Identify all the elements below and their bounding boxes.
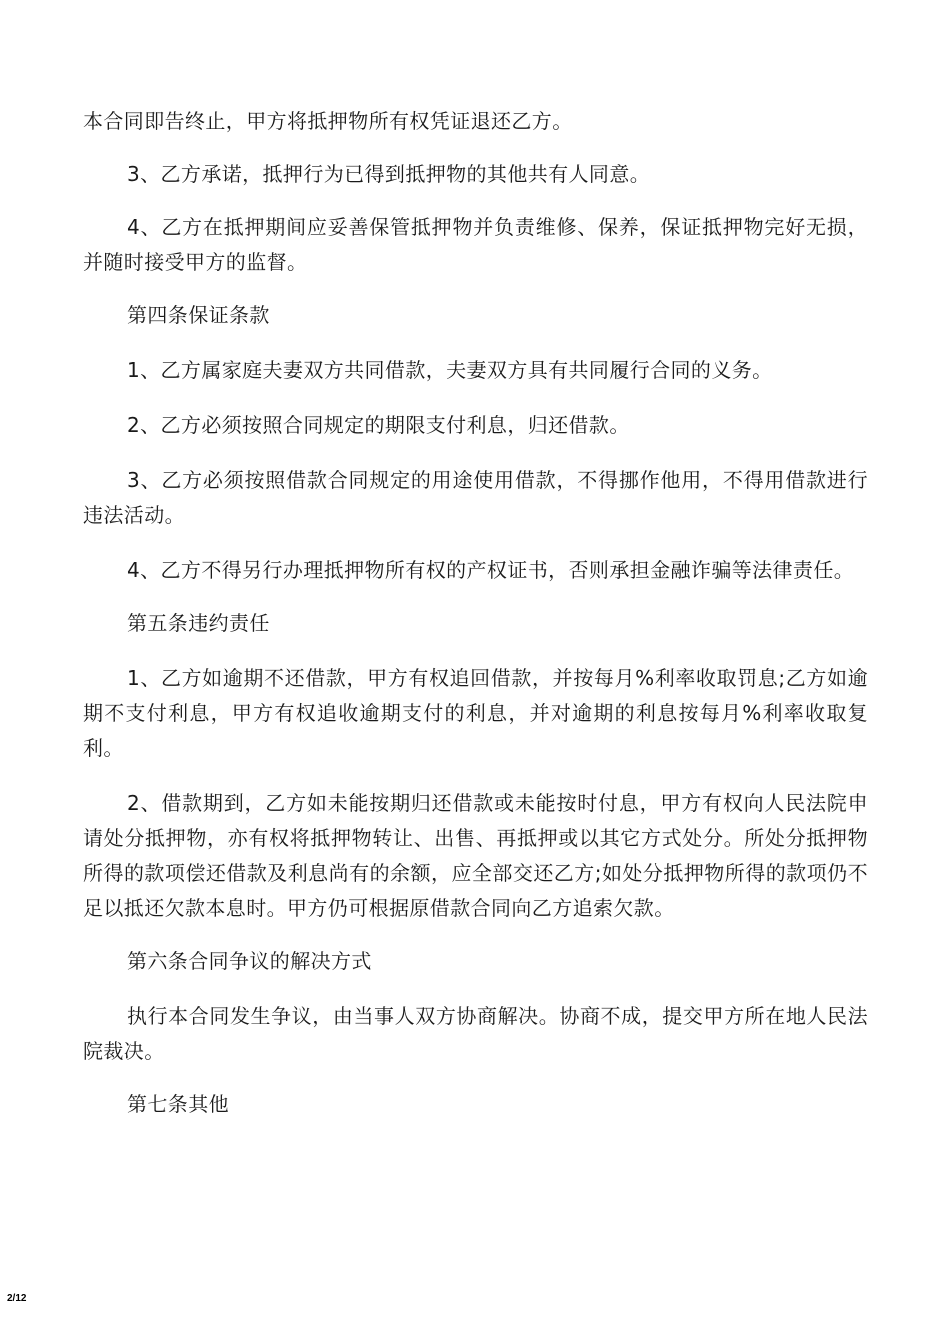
section-heading-guarantee: 第四条保证条款 [127, 303, 270, 327]
guarantee-clause-2: 2、乙方必须按照合同规定的期限支付利息，归还借款。 [127, 413, 630, 437]
clause-3-consent: 3、乙方承诺，抵押行为已得到抵押物的其他共有人同意。 [127, 162, 651, 186]
breach-clause-2: 2、借款期到，乙方如未能按期归还借款或未能按时付息，甲方有权向人民法院申请处分抵押物，亦有权将抵押物转让、出售、再抵押或以其它方式处分。所处分抵押物所得的款项偿还借款及利息尚有的余额，应全部交还乙方;如处分抵押物所得的款项仍不足以抵还欠款本息时。甲方仍可根据原借款合同向乙方追索欠款。 [83, 791, 868, 920]
clause-4-custody: 4、乙方在抵押期间应妥善保管抵押物并负责维修、保养，保证抵押物完好无损，并随时接受甲方的监督。 [83, 215, 868, 274]
guarantee-clause-3: 3、乙方必须按照借款合同规定的用途使用借款，不得挪作他用，不得用借款进行违法活动。 [83, 468, 868, 527]
section-heading-other: 第七条其他 [127, 1092, 229, 1116]
page-number: 2/12 [7, 1293, 27, 1304]
document-body [83, 104, 868, 1122]
dispute-clause: 执行本合同发生争议，由当事人双方协商解决。协商不成，提交甲方所在地人民法院裁决。 [83, 1004, 868, 1063]
section-heading-dispute: 第六条合同争议的解决方式 [127, 949, 372, 973]
paragraph-continuation: 本合同即告终止，甲方将抵押物所有权凭证退还乙方。 [83, 109, 573, 133]
section-heading-breach: 第五条违约责任 [127, 611, 270, 635]
guarantee-clause-4: 4、乙方不得另行办理抵押物所有权的产权证书，否则承担金融诈骗等法律责任。 [127, 558, 855, 582]
guarantee-clause-1: 1、乙方属家庭夫妻双方共同借款，夫妻双方具有共同履行合同的义务。 [127, 358, 773, 382]
breach-clause-1: 1、乙方如逾期不还借款，甲方有权追回借款，并按每月%利率收取罚息;乙方如逾期不支付利息，甲方有权追收逾期支付的利息，并对逾期的利息按每月%利率收取复利。 [83, 666, 868, 760]
